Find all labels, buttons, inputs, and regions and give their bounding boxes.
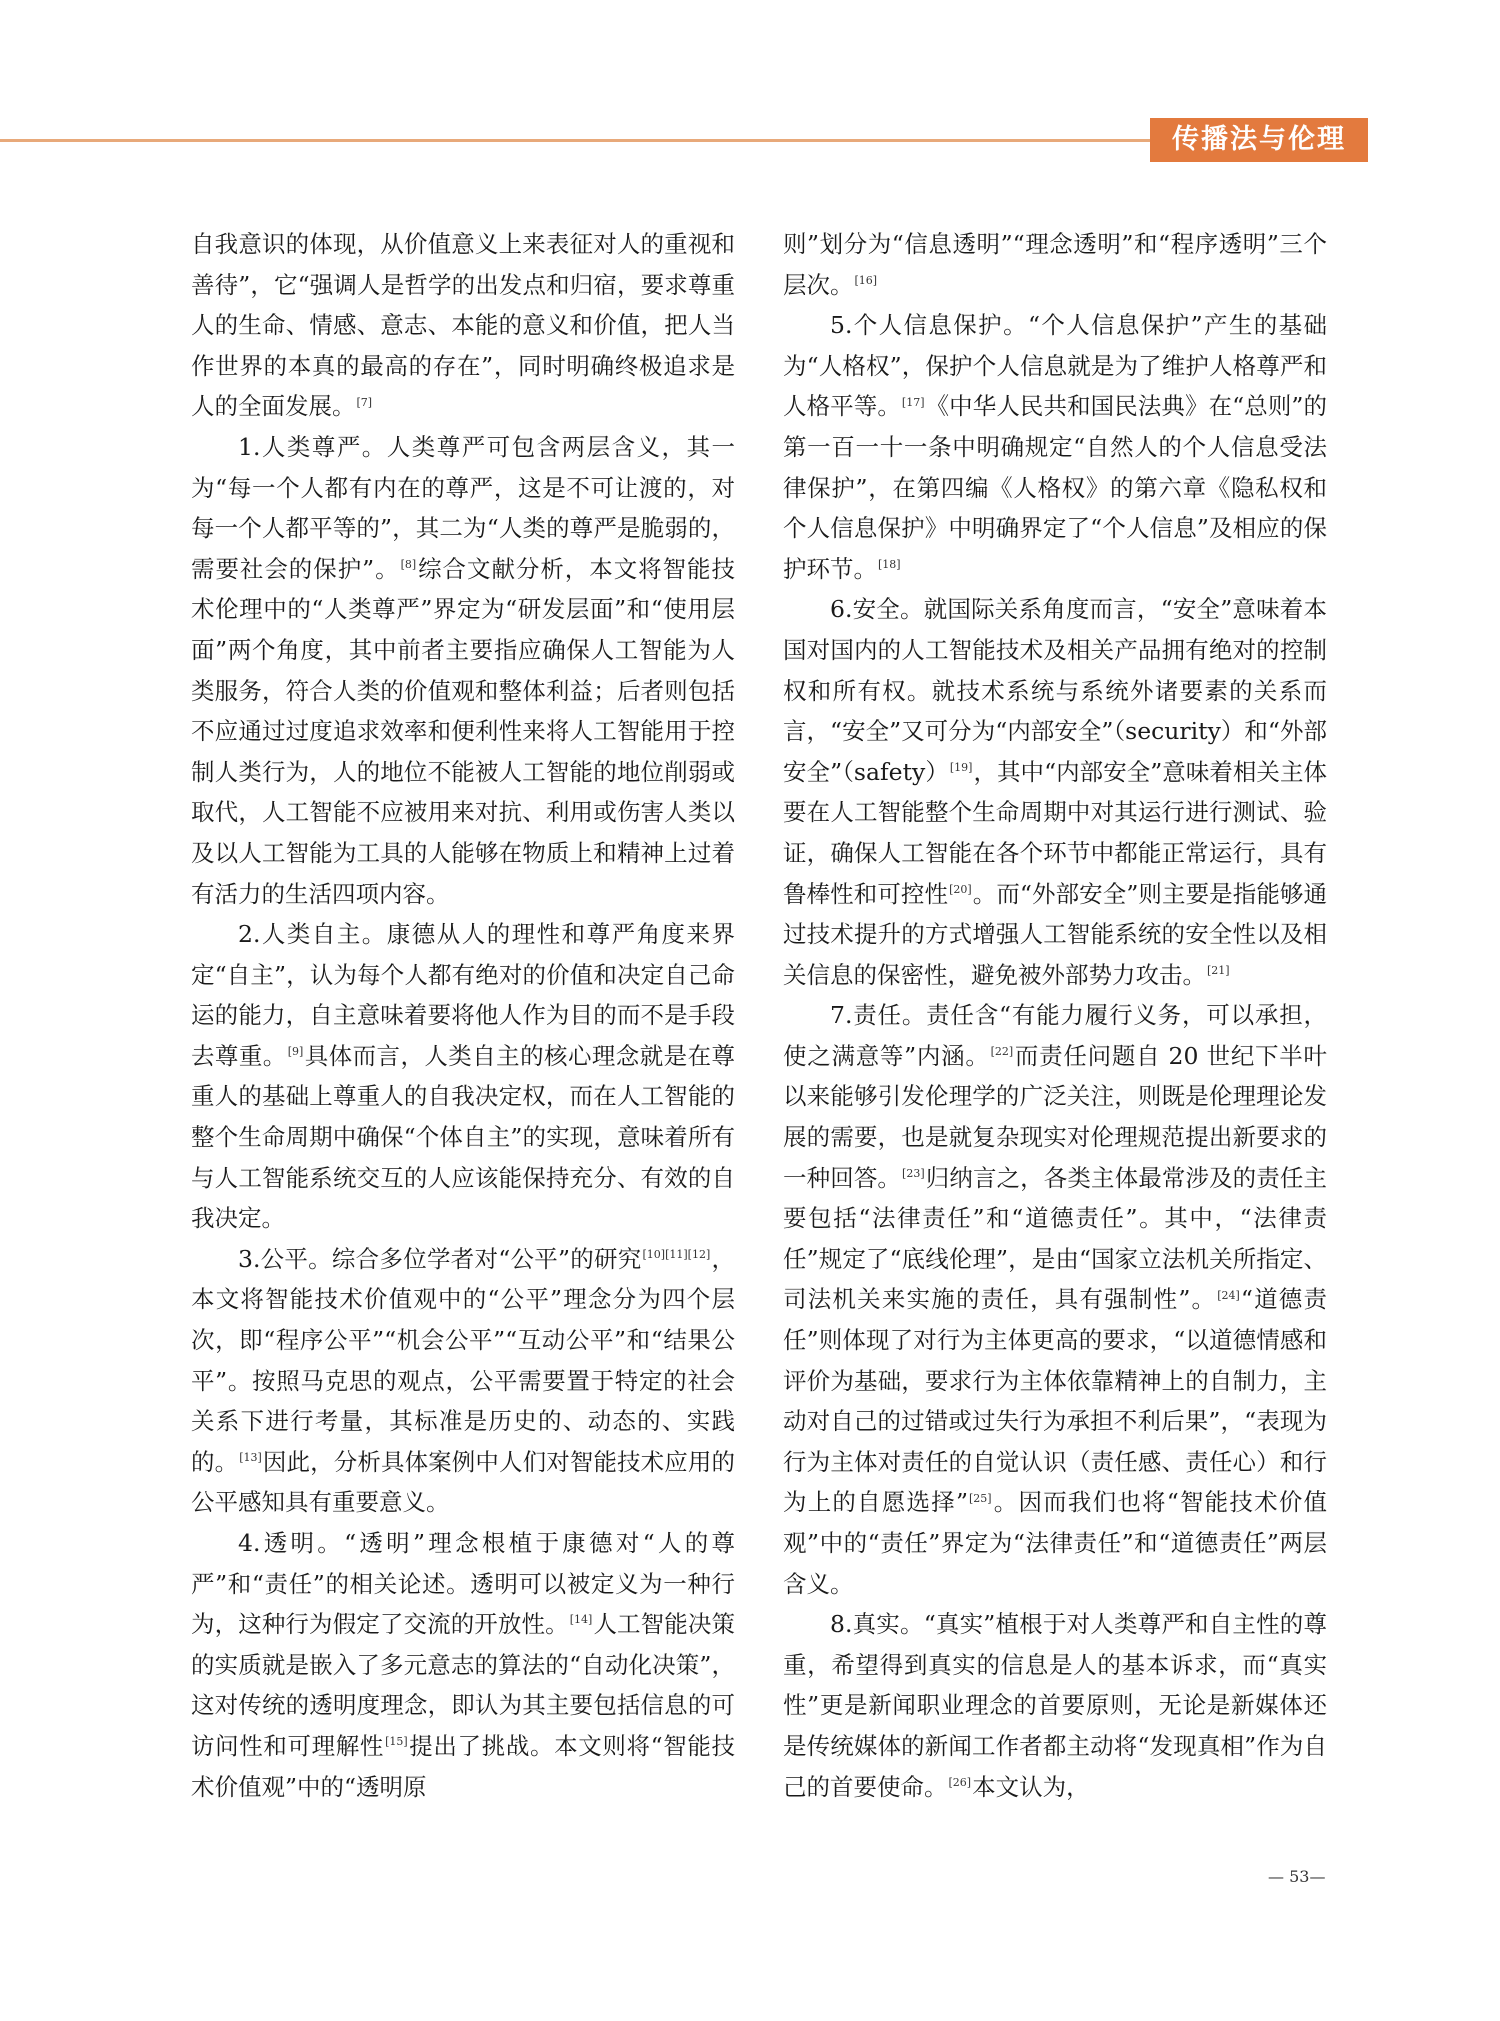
citation-ref: [8] bbox=[400, 557, 417, 571]
paragraph-intro-continued bbox=[191, 224, 735, 427]
citation-ref: [24] bbox=[1217, 1288, 1240, 1302]
citation-ref: [22] bbox=[990, 1045, 1014, 1059]
paragraph-text: 7.责任。责任含“有能力履行义务，可以承担，使之满意等”内涵。 bbox=[783, 1001, 1327, 1070]
paragraph-text: “道德责任”则体现了对行为主体更高的要求，“以道德情感和评价为基础，要求行为主体依靠精神上的自制力，主动对自己的过错或过失行为承担不利后果”，“表现为行为主体对责任的自觉认识（责任感、责任心）和行为上的自愿选择” bbox=[783, 1285, 1327, 1517]
citation-ref: [9] bbox=[287, 1045, 304, 1059]
paragraph-text: 自我意识的体现，从价值意义上来表征对人的重视和善待”，它“强调人是哲学的出发点和归宿，要求尊重人的生命、情感、意志、本能的意义和价值，把人当作世界的本真的最高的存在”，同时明确终极追求是人的全面发展。 bbox=[191, 230, 735, 421]
paragraph-text: 归纳言之，各类主体最常涉及的责任主要包括“法律责任”和“道德责任”。其中，“法律责任”规定了“底线伦理”，是由“国家立法机关所指定、司法机关来实施的责任，具有强制性”。 bbox=[783, 1163, 1327, 1314]
citation-ref: [13] bbox=[239, 1450, 262, 1464]
citation-ref: [18] bbox=[878, 557, 901, 571]
paragraph-fairness bbox=[191, 1239, 735, 1523]
citation-ref: [20] bbox=[949, 882, 972, 896]
citation-ref: [19] bbox=[949, 760, 973, 774]
paragraph-transparency bbox=[191, 1523, 735, 1807]
citation-ref: [25] bbox=[968, 1491, 992, 1505]
paragraph-human-autonomy bbox=[191, 914, 735, 1239]
paragraph-text: 《中华人民共和国民法典》在“总则”的第一百一十一条中明确规定“自然人的个人信息受法律保护”，在第四编《人格权》的第六章《隐私权和个人信息保护》中明确界定了“个人信息”及相应的保护环节。 bbox=[783, 392, 1328, 583]
citation-ref: [14] bbox=[569, 1613, 593, 1627]
paragraph-text: 因此，分析具体案例中人们对智能技术应用的公平感知具有重要意义。 bbox=[191, 1447, 735, 1517]
paragraph-transparency-continued bbox=[783, 224, 1327, 305]
paragraph-text: 而责任问题自 20 世纪下半叶以来能够引发伦理学的广泛关注，则既是伦理理论发展的需要，也是就复杂现实对伦理规范提出新要求的一种回答。 bbox=[783, 1041, 1328, 1192]
right-column bbox=[783, 224, 1327, 1807]
citation-ref: [16] bbox=[854, 273, 878, 287]
paragraph-text: 4.透明。“透明”理念根植于康德对“人的尊严”和“责任”的相关论述。透明可以被定义为一种行为，这种行为假定了交流的开放性。 bbox=[191, 1529, 735, 1639]
citation-ref: [26] bbox=[948, 1775, 972, 1789]
paragraph-text: 。因而我们也将“智能技术价值观”中的“责任”界定为“法律责任”和“道德责任”两层含义。 bbox=[783, 1488, 1328, 1598]
paragraph-text: 则”划分为“信息透明”“理念透明”和“程序透明”三个层次。 bbox=[783, 230, 1327, 299]
paragraph-text: 综合文献分析，本文将智能技术伦理中的“人类尊严”界定为“研发层面”和“使用层面”两个角度，其中前者主要指应确保人工智能为人类服务，符合人类的价值观和整体利益；后者则包括不应通过过度追求效率和便利性来将人工智能用于控制人类行为，人的地位不能被人工智能的地位削弱或取代，人工智能不应被用来对抗、利用或伤害人类以及以人工智能为工具的人能够在物质上和精神上过着有活力的生活四项内容。 bbox=[191, 554, 736, 908]
paragraph-text: 6.安全。就国际关系角度而言，“安全”意味着本国对国内的人工智能技术及相关产品拥有绝对的控制权和所有权。就技术系统与系统外诸要素的关系而言，“安全”又可分为“内部安全”（security）和“外部安全”（safety） bbox=[783, 595, 1327, 786]
paragraph-text: 3.公平。综合多位学者对“公平”的研究 bbox=[238, 1244, 642, 1273]
paragraph-text: 5.个人信息保护。“个人信息保护”产生的基础为“人格权”，保护个人信息就是为了维护人格尊严和人格平等。 bbox=[783, 311, 1327, 421]
paragraph-text: 具体而言，人类自主的核心理念就是在尊重人的基础上尊重人的自我决定权，而在人工智能的整个生命周期中确保“个体自主”的实现，意味着所有与人工智能系统交互的人应该能保持充分、有效的自我决定。 bbox=[191, 1041, 736, 1233]
paragraph-responsibility bbox=[783, 995, 1327, 1604]
citation-ref: [15] bbox=[385, 1735, 408, 1749]
paragraph-text: 1.人类尊严。人类尊严可包含两层含义，其一为“每一个人都有内在的尊严，这是不可让渡的，对每一个人都平等的”，其二为“人类的尊严是脆弱的，需要社会的保护”。 bbox=[191, 432, 735, 583]
paragraph-text: ，本文将智能技术价值观中的“公平”理念分为四个层次，即“程序公平”“机会公平”“互动公平”和“结果公平”。按照马克思的观点，公平需要置于特定的社会关系下进行考量，其标准是历史的、动态的、实践的。 bbox=[191, 1244, 736, 1476]
header-rule bbox=[0, 139, 1150, 142]
citation-ref: [23] bbox=[902, 1166, 925, 1180]
page-number: — 53— bbox=[1268, 1867, 1326, 1886]
citation-ref: [21] bbox=[1207, 963, 1230, 977]
paragraph-human-dignity bbox=[191, 427, 735, 914]
citation-ref: [7] bbox=[356, 395, 373, 409]
paragraph-personal-info-protection bbox=[783, 305, 1327, 589]
paragraph-security bbox=[783, 589, 1327, 995]
section-title: 传播法与伦理 bbox=[1150, 118, 1368, 162]
paragraph-text: 本文认为， bbox=[972, 1772, 1090, 1801]
paragraph-truthfulness bbox=[783, 1604, 1327, 1807]
paragraph-text: 2.人类自主。康德从人的理性和尊严角度来界定“自主”，认为每个人都有绝对的价值和决定自己命运的能力，自主意味着要将他人作为目的而不是手段去尊重。 bbox=[191, 920, 735, 1070]
paragraph-text: 人工智能决策的实质就是嵌入了多元意志的算法的“自动化决策”，这对传统的透明度理念，即认为其主要包括信息的可访问性和可理解性 bbox=[191, 1610, 735, 1760]
paragraph-text: 。而“外部安全”则主要是指能够通过技术提升的方式增强人工智能系统的安全性以及相关信息的保密性，避免被外部势力攻击。 bbox=[783, 879, 1328, 989]
paragraph-text: 提出了挑战。本文则将“智能技术价值观”中的“透明原 bbox=[191, 1731, 736, 1801]
left-column bbox=[191, 224, 735, 1807]
citation-ref: [17] bbox=[901, 395, 925, 409]
paragraph-text: ，其中“内部安全”意味着相关主体要在人工智能整个生命周期中对其运行进行测试、验证，确保人工智能在各个环节中都能正常运行，具有鲁棒性和可控性 bbox=[783, 757, 1327, 908]
paragraph-text: 8.真实。“真实”植根于对人类尊严和自主性的尊重，希望得到真实的信息是人的基本诉求，而“真实性”更是新闻职业理念的首要原则，无论是新媒体还是传统媒体的新闻工作者都主动将“发现真相”作为自己的首要使命。 bbox=[783, 1610, 1327, 1801]
citation-ref: [10][11][12] bbox=[642, 1248, 711, 1262]
